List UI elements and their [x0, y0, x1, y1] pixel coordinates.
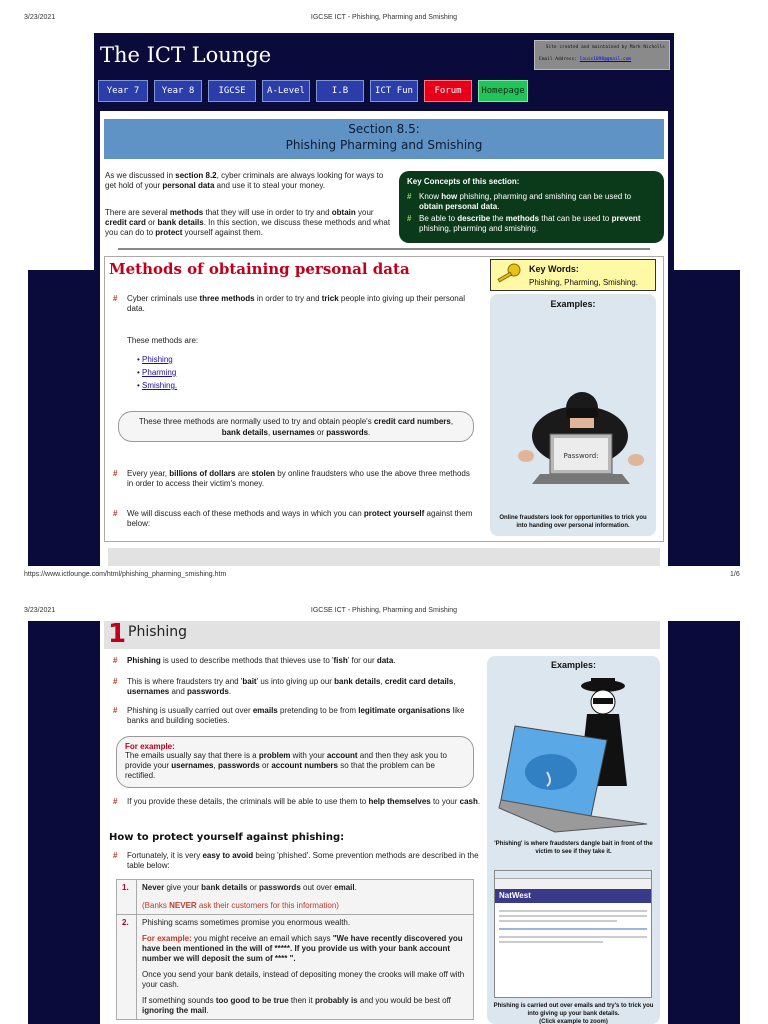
nav-homepage[interactable]: Homepage — [478, 80, 528, 102]
key-concepts-heading: Key Concepts of this section: — [407, 177, 520, 186]
right-background-band-2 — [672, 621, 740, 1024]
bullet-icon: # — [113, 677, 118, 686]
row-number: 2. — [117, 915, 137, 1020]
left-background-band-2 — [28, 621, 94, 1024]
protect-heading: How to protect yourself against phishing: — [109, 832, 345, 843]
bullet-icon: # — [113, 469, 118, 478]
email-link[interactable]: louis1098@gmail.com — [579, 57, 632, 62]
next-section-bar — [108, 548, 660, 566]
methods-list-intro: These methods are: — [127, 336, 199, 345]
section-number: Section 8.5: — [348, 122, 420, 136]
methods-bullet-1: # Cyber criminals use three methods in order to try and trick people into giving up their personal data. — [113, 294, 465, 313]
key-words-list: Phishing, Pharming, Smishing. — [529, 278, 638, 287]
nav-forum[interactable]: Forum — [424, 80, 472, 102]
natwest-banner: NatWest — [495, 889, 651, 903]
nav-ict-fun[interactable]: ICT Fun — [370, 80, 418, 102]
phishing-bullet-2: # This is where fraudsters try and 'bait' us into giving up our bank details, credit card details, usernames and passwords. — [113, 677, 456, 696]
link-pharming[interactable]: Pharming — [142, 368, 177, 377]
nav-igcse[interactable]: IGCSE — [208, 80, 256, 102]
phishing-heading: Phishing — [128, 624, 188, 640]
bullet-icon: # — [113, 851, 118, 860]
phishing-example-callout: For example: The emails usually say that there is a problem with your account and then they ask you to provide your usernames, passwords or account numbers so that the problem can be rectified. — [116, 736, 474, 788]
key-concept-1: # Know how phishing, pharming and smishing can be used to obtain personal data. — [407, 192, 632, 211]
table-cell: Never give your bank details or passwords out over email. (Banks NEVER ask their customers for this information) — [137, 880, 474, 915]
email-example-image[interactable] — [494, 870, 652, 998]
bullet-icon: # — [113, 509, 118, 518]
link-smishing[interactable]: Smishing. — [142, 381, 178, 390]
site-title: The ICT Lounge — [100, 43, 272, 67]
print-url: https://www.ictlounge.com/html/phishing_pharming_smishing.htm — [24, 571, 227, 578]
methods-bullet-2: # Every year, billions of dollars are stolen by online fraudsters who use the above three methods in order to access their victim's money. — [113, 469, 470, 488]
key-concept-2: # Be able to describe the methods that can be used to prevent phishing, pharming and smishing. — [407, 214, 641, 233]
bullet-icon: # — [407, 214, 412, 223]
section-title: Phishing Pharming and Smishing — [285, 138, 483, 152]
key-words-label: Key Words: — [529, 264, 579, 274]
site-credit-box — [534, 40, 670, 70]
print-date-2: 3/23/2021 — [24, 607, 56, 614]
key-words-box — [490, 259, 656, 291]
bullet-icon: # — [407, 192, 412, 201]
email-window-toolbar — [495, 871, 651, 879]
key-concepts-box — [399, 171, 664, 243]
section-title-bar — [104, 119, 664, 159]
phishing-examples-label: Examples: — [550, 660, 597, 670]
table-row — [117, 915, 474, 1020]
phishing-bullet-4: # If you provide these details, the criminals will be able to use them to help themselves to your cash. — [113, 797, 481, 806]
section-number-badge: 1 — [108, 619, 127, 649]
print-page-number: 1/6 — [730, 571, 740, 578]
nav-year8[interactable]: Year 8 — [154, 80, 202, 102]
nav-year7[interactable]: Year 7 — [98, 80, 148, 102]
table-cell: Phishing scams sometimes promise you enormous wealth. For example: you might receive an email which says "We have recently discovered you have been mentioned in the will of *****. If you provide us with your bank account number we will deposit the sum of **** ". Once you send your bank details, instead of depositing money the crooks will make off with your cash. If something sounds too good to be true then it probably is and you would be best off ignoring the mail. — [137, 915, 474, 1020]
examples-panel — [490, 294, 656, 536]
print-title-2: IGCSE ICT - Phishing, Pharming and Smishing — [310, 607, 458, 614]
phishing-caption-2: Phishing is carried out over emails and try's to trick you into giving up your bank details. (Click example to zoom) — [493, 1003, 654, 1024]
intro-paragraph-1: As we discussed in section 8.2, cyber criminals are always looking for ways to get hold of your personal data and use it to steal your money. — [105, 171, 384, 190]
nav-ib[interactable]: I.B — [316, 80, 364, 102]
bullet-icon: # — [113, 294, 118, 303]
methods-callout: These three methods are normally used to try and obtain people's credit card numbers, bank details, usernames or passwords. — [118, 411, 474, 442]
phishing-examples-panel — [487, 656, 660, 1024]
key-icon — [496, 263, 522, 287]
examples-label: Examples: — [550, 299, 596, 309]
image-caption: Online fraudsters look for opportunities to trick you into handing over personal information. — [499, 515, 647, 529]
email-label: Email Address: — [539, 57, 577, 62]
hacker-laptop-image — [500, 386, 650, 504]
methods-bullet-3: # We will discuss each of these methods and ways in which you can protect yourself against them below: — [113, 509, 473, 528]
methods-list: • Phishing • Pharming • Smishing. — [137, 355, 178, 390]
intro-paragraph-2: There are several methods that they will use in order to try and obtain your credit card or bank details. In this section, we discuss these methods and what you can do to protect yourself against them. — [105, 208, 391, 237]
print-date: 3/23/2021 — [24, 14, 56, 21]
phishing-bullet-3: # Phishing is usually carried out over emails pretending to be from legitimate organisations like banks and building societies. — [113, 706, 465, 725]
right-background-band — [672, 270, 740, 566]
phishing-laptop-image — [495, 676, 653, 836]
credit-line: Site created and maintained by Mark Nicholls — [545, 45, 665, 50]
section-divider — [118, 248, 650, 250]
link-phishing[interactable]: Phishing — [142, 355, 173, 364]
bullet-icon: # — [113, 706, 118, 715]
print-title: IGCSE ICT - Phishing, Pharming and Smishing — [310, 14, 458, 21]
left-background-band — [28, 270, 94, 566]
phishing-bullet-5: # Fortunately, it is very easy to avoid being 'phished'. Some prevention methods are described in the table below: — [113, 851, 479, 870]
phishing-heading-bar — [104, 621, 660, 649]
laptop-screen-text: Password: — [563, 452, 599, 460]
prevention-table — [116, 879, 474, 1020]
phishing-bullet-1: # Phishing is used to describe methods that thieves use to 'fish' for our data. — [113, 656, 396, 665]
bullet-icon: # — [113, 656, 118, 665]
row-number: 1. — [117, 880, 137, 915]
table-row — [117, 880, 474, 915]
phishing-caption-1: 'Phishing' is where fraudsters dangle bait in front of the victim to see if they take it. — [494, 841, 653, 855]
methods-heading: Methods of obtaining personal data — [109, 260, 410, 278]
phishing-example-label: For example: — [125, 742, 175, 751]
nav-alevel[interactable]: A-Level — [262, 80, 310, 102]
bullet-icon: # — [113, 797, 118, 806]
